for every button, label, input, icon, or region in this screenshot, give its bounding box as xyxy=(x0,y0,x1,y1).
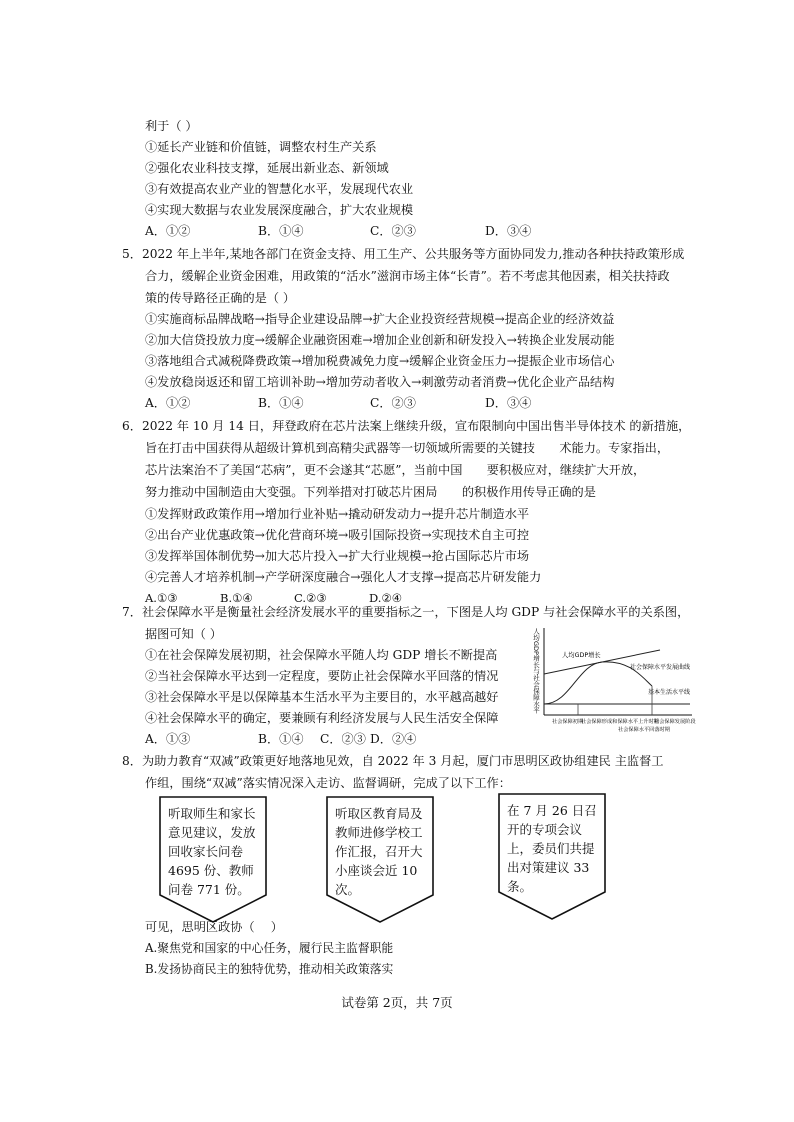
option-b: B.发扬协商民主的独特优势，推动相关政策落实 xyxy=(145,962,394,976)
option-b: B．①④ xyxy=(258,732,304,746)
option-item: ①发挥财政政策作用→增加行业补贴→撬动研发动力→提升芯片制造水平 xyxy=(145,507,530,521)
answer-options xyxy=(0,222,794,240)
work-item-box: 在 7 月 26 日召开的专项会议上，委员们共提出对策建议 33 条。 xyxy=(507,803,597,894)
option-c: C．②③ xyxy=(370,396,416,410)
option-a: A．①② xyxy=(145,396,191,410)
option-a: A．①③ xyxy=(145,732,191,746)
option-item: ④社会保障水平的确定，要兼顾有利经济发展与人民生活安全保障 xyxy=(145,711,499,725)
question-8-stem: 8．为助力教育“双减”政策更好地落地见效，自 2022 年 3 月起，厦门市思明区政协组建民 主监督工 xyxy=(122,754,664,768)
option-item: ③社会保障水平是以保障基本生活水平为主要目的，水平越高越好 xyxy=(145,690,499,704)
option-item: ②当社会保障水平达到一定程度，要防止社会保障水平回落的情况 xyxy=(145,669,499,683)
work-item-box: 听取区教育局及教师进修学校工作汇报，召开大小座谈会近 10 次。 xyxy=(335,806,423,897)
option-c: C．②③ xyxy=(320,732,366,746)
question-6-stem: 旨在打击中国获得从超级计算机到高精尖武器等一切领域所需要的关键技 术能力。专家指出， xyxy=(145,441,670,455)
option-d: D．②④ xyxy=(370,732,417,746)
option-item: ③发挥举国体制优势→加大芯片投入→扩大行业规模→抢占国际芯片市场 xyxy=(145,549,530,563)
option-item: ④实现大数据与农业发展深度融合，扩大农业规模 xyxy=(145,203,414,217)
option-a: A.①③ xyxy=(145,591,178,605)
question-6-stem: 6．2022 年 10 月 14 日，拜登政府在芯片法案上继续升级，宣布限制向中国出售半导体技术 的新措施， xyxy=(122,419,691,433)
question-stem: 利于（ ） xyxy=(145,119,198,133)
option-b: B．①④ xyxy=(258,224,304,238)
option-c: C.②③ xyxy=(294,591,327,605)
page-footer: 试卷第 2页，共 7页 xyxy=(341,995,453,1010)
option-item: ④完善人才培养机制→产学研深度融合→强化人才支撑→提高芯片研发能力 xyxy=(145,570,542,584)
option-item: ②强化农业科技支撑，延展出新业态、新领域 xyxy=(145,161,389,175)
question-5-stem: 策的传导路径正确的是（ ） xyxy=(145,291,296,305)
option-c: C．②③ xyxy=(370,224,416,238)
option-d: D．③④ xyxy=(485,224,532,238)
question-6-stem: 芯片法案治不了美国“芯病”，更不会遂其“芯愿”，当前中国 要积极应对，继续扩大开放， xyxy=(145,463,646,477)
gdp-social-security-chart xyxy=(530,622,698,750)
question-5-stem: 合力，缓解企业资金困难，用政策的“活水”滋润市场主体“长青”。若不考虑其他因素，相关扶持政 xyxy=(145,269,670,283)
option-item: ②加大信贷投放力度→缓解企业融资困难→增加企业创新和研发投入→转换企业发展动能 xyxy=(145,333,615,347)
option-item: ②出台产业优惠政策→优化营商环境→吸引国际投资→实现技术自主可控 xyxy=(145,528,530,542)
question-6-stem: 努力推动中国制造由大变强。下列举措对打破芯片困局 的积极作用传导正确的是 xyxy=(145,485,596,499)
x-stage-label: 社会保障初期 xyxy=(552,719,584,725)
option-item: ③有效提高农业产业的智慧化水平，发展现代农业 xyxy=(145,182,414,196)
question-8-stem: 作组，围绕“双减”落实情况深入走访、监督调研，完成了以下工作： xyxy=(145,776,511,790)
question-7-stem: 7．社会保障水平是衡量社会经济发展水平的重要指标之一，下图是人均 GDP 与社会保障水平的关系图， xyxy=(122,605,690,619)
option-item: ①在社会保障发展初期，社会保障水平随人均 GDP 增长不断提高 xyxy=(145,648,498,662)
option-b: B．①④ xyxy=(258,396,304,410)
option-d: D．③④ xyxy=(485,396,532,410)
option-item: ③落地组合式减税降费政策→增加税费减免力度→缓解企业资金压力→提振企业市场信心 xyxy=(145,354,615,368)
series-label-basic-living: 基本生活水平线 xyxy=(648,689,691,696)
option-a: A.聚焦党和国家的中心任务，履行民主监督职能 xyxy=(145,941,394,955)
option-item: ①延长产业链和价值链，调整农村生产关系 xyxy=(145,140,377,154)
series-label-social-security: 社会保障水平发展曲线 xyxy=(630,664,691,671)
option-item: ④发放稳岗返还和留工培训补助→增加劳动者收入→刺激劳动者消费→优化企业产品结构 xyxy=(145,375,615,389)
question-7-stem: 据图可知（ ） xyxy=(145,627,222,641)
x-stage-label: 社会保障形成和保障水平上升时期 xyxy=(581,719,659,725)
x-stage-label: 社会保障发展阶段 xyxy=(654,719,696,725)
option-d: D.②④ xyxy=(369,591,403,605)
work-item-box: 听取师生和家长意见建议，发放回收家长问卷 4695 份、教师问卷 771 份。 xyxy=(168,806,256,897)
series-label-gdp: 人均GDP增长 xyxy=(562,652,601,659)
option-item: ①实施商标品牌战略→指导企业建设品牌→扩大企业投资经营规模→提高企业的经济效益 xyxy=(145,312,615,326)
x-stage-label: 社会保障水平回落时期 xyxy=(618,727,670,733)
question-8-stem: 可见，思明区政协（ ） xyxy=(145,920,283,934)
option-a: A．①② xyxy=(145,224,191,238)
y-axis-label: 人均GDP增长与社会保障水平 xyxy=(532,628,540,714)
question-5-stem: 5．2022 年上半年,某地各部门在资金支持、用工生产、公共服务等方面协同发力,推动各种扶持政策形成 xyxy=(122,247,685,261)
option-b: B.①④ xyxy=(220,591,253,605)
answer-options xyxy=(0,394,794,412)
